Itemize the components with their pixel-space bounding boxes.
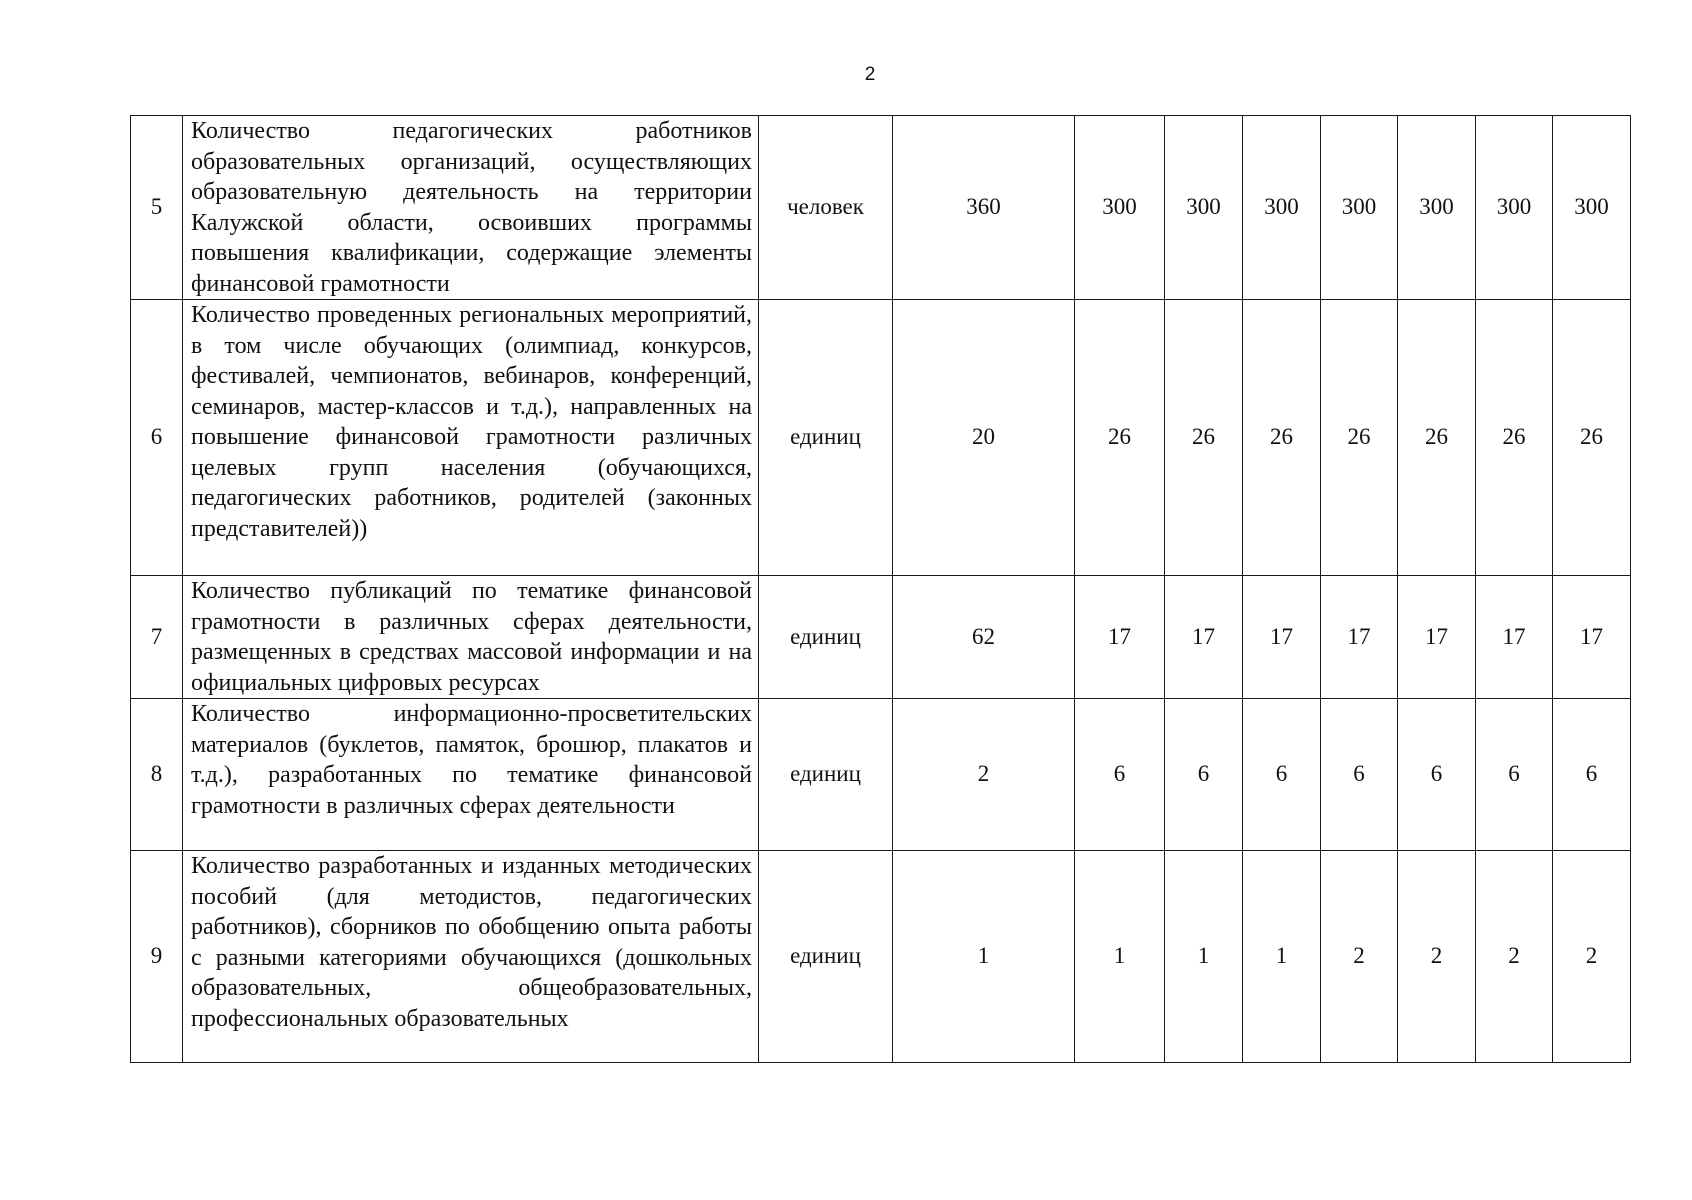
value-cell: 26 <box>1321 300 1398 576</box>
value-cell: 17 <box>1553 576 1631 699</box>
value-cell: 17 <box>1165 576 1243 699</box>
value-cell: 300 <box>1165 116 1243 300</box>
value-cell: 300 <box>1553 116 1631 300</box>
value-cell: 1 <box>1075 851 1165 1063</box>
table-body <box>131 116 1631 1063</box>
value-cell: 2 <box>893 699 1075 851</box>
indicator-description: Количество разработанных и изданных методических пособий (для методистов, педагогических работников), сборников по обобщению опыта работы с разными категориями обучающихся (дошкольных образовательных, общеобразовательных, профессиональных образовательных <box>183 851 759 1063</box>
value-cell: 62 <box>893 576 1075 699</box>
value-cell: 26 <box>1165 300 1243 576</box>
indicator-description: Количество педагогических работников образовательных организаций, осуществляющих образовательную деятельность на территории Калужской области, освоивших программы повышения квалификации, содержащие элементы финансовой грамотности <box>183 116 759 300</box>
value-cell: 2 <box>1553 851 1631 1063</box>
value-cell: 26 <box>1476 300 1553 576</box>
unit-cell: человек <box>759 116 893 300</box>
value-cell: 2 <box>1321 851 1398 1063</box>
value-cell: 26 <box>1398 300 1476 576</box>
value-cell: 1 <box>1243 851 1321 1063</box>
indicator-description: Количество публикаций по тематике финансовой грамотности в различных сферах деятельности, размещенных в средствах массовой информации и на официальных цифровых ресурсах <box>183 576 759 699</box>
table-row <box>131 699 1631 851</box>
table-row <box>131 851 1631 1063</box>
value-cell: 300 <box>1243 116 1321 300</box>
value-cell: 17 <box>1321 576 1398 699</box>
table-row <box>131 300 1631 576</box>
indicator-description: Количество информационно-просветительских материалов (буклетов, памяток, брошюр, плакатов и т.д.), разработанных по тематике финансовой грамотности в различных сферах деятельности <box>183 699 759 851</box>
unit-cell: единиц <box>759 300 893 576</box>
value-cell: 300 <box>1398 116 1476 300</box>
page-number: 2 <box>864 64 876 85</box>
value-cell: 17 <box>1398 576 1476 699</box>
row-number: 5 <box>131 116 183 300</box>
value-cell: 2 <box>1398 851 1476 1063</box>
indicator-description: Количество проведенных региональных мероприятий, в том числе обучающих (олимпиад, конкурсов, фестивалей, чемпионатов, вебинаров, конференций, семинаров, мастер-классов и т.д.), направленных на повышение финансовой грамотности различных целевых групп населения (обучающихся, педагогических работников, родителей (законных представителей)) <box>183 300 759 576</box>
row-number: 9 <box>131 851 183 1063</box>
indicators-table <box>130 115 1631 1063</box>
value-cell: 17 <box>1476 576 1553 699</box>
unit-cell: единиц <box>759 699 893 851</box>
value-cell: 20 <box>893 300 1075 576</box>
value-cell: 360 <box>893 116 1075 300</box>
unit-cell: единиц <box>759 851 893 1063</box>
value-cell: 6 <box>1476 699 1553 851</box>
value-cell: 300 <box>1321 116 1398 300</box>
value-cell: 6 <box>1243 699 1321 851</box>
row-number: 6 <box>131 300 183 576</box>
value-cell: 6 <box>1398 699 1476 851</box>
row-number: 7 <box>131 576 183 699</box>
unit-cell: единиц <box>759 576 893 699</box>
value-cell: 17 <box>1075 576 1165 699</box>
value-cell: 300 <box>1075 116 1165 300</box>
table-row <box>131 576 1631 699</box>
value-cell: 300 <box>1476 116 1553 300</box>
value-cell: 6 <box>1075 699 1165 851</box>
value-cell: 26 <box>1075 300 1165 576</box>
value-cell: 17 <box>1243 576 1321 699</box>
value-cell: 26 <box>1553 300 1631 576</box>
value-cell: 26 <box>1243 300 1321 576</box>
value-cell: 6 <box>1321 699 1398 851</box>
value-cell: 2 <box>1476 851 1553 1063</box>
value-cell: 1 <box>1165 851 1243 1063</box>
table-row <box>131 116 1631 300</box>
value-cell: 1 <box>893 851 1075 1063</box>
value-cell: 6 <box>1553 699 1631 851</box>
value-cell: 6 <box>1165 699 1243 851</box>
row-number: 8 <box>131 699 183 851</box>
